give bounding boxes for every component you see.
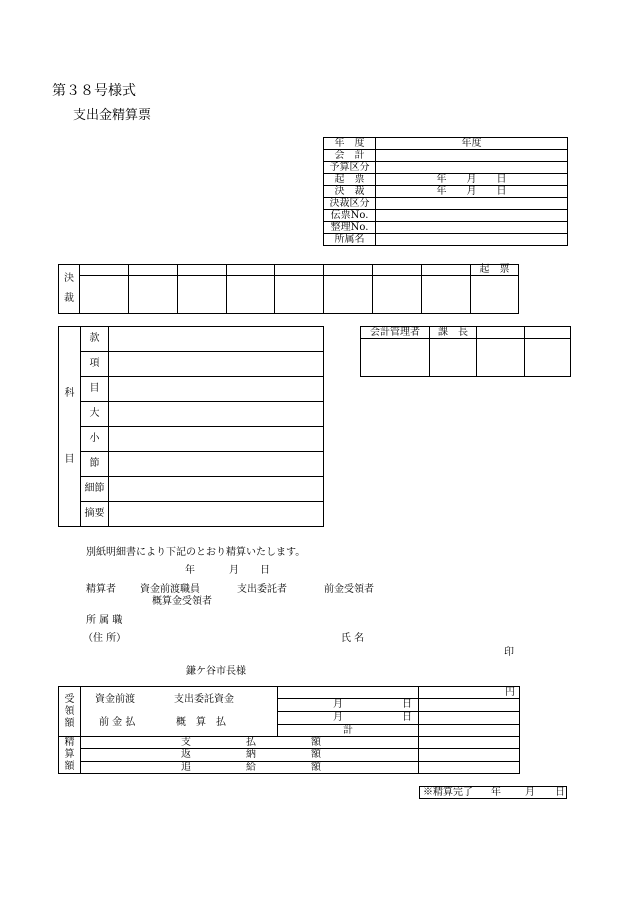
settlement-row-return: 返 納 額: [81, 749, 419, 762]
amount-cell[interactable]: [419, 712, 520, 725]
kihyo-label: 起 票: [470, 265, 518, 276]
info-label: 年 度: [324, 138, 376, 150]
info-value[interactable]: [376, 198, 568, 210]
info-label: 予算区分: [324, 162, 376, 174]
approval-cell[interactable]: [177, 276, 226, 314]
kamoku-row-value[interactable]: [109, 427, 324, 452]
info-label: 所属名: [324, 234, 376, 246]
info-label: 決裁区分: [324, 198, 376, 210]
seal-cell[interactable]: [361, 339, 430, 377]
info-label: 整理No.: [324, 222, 376, 234]
item-advance: 資金前渡: [95, 694, 135, 705]
info-value[interactable]: [376, 210, 568, 222]
info-label: 決 裁: [324, 186, 376, 198]
kamoku-row-label: 項: [81, 352, 109, 377]
received-side-label: 受 領 額: [59, 687, 81, 737]
settler-label: 精算者: [86, 584, 116, 595]
kamoku-row-value[interactable]: [109, 352, 324, 377]
settlement-row-payment: 支 払 額: [81, 737, 419, 749]
form-number: 第３８号様式: [52, 83, 136, 99]
approval-cell[interactable]: [324, 276, 373, 314]
received-date-row[interactable]: 月 日: [278, 699, 419, 712]
kamoku-row-value[interactable]: [109, 327, 324, 352]
approval-cell[interactable]: [79, 276, 128, 314]
kamoku-row-value[interactable]: [109, 377, 324, 402]
info-value[interactable]: 年 月 日: [376, 174, 568, 186]
amount-cell[interactable]: [419, 749, 520, 762]
settlement-row-additional: 追 給 額: [81, 762, 419, 774]
kamoku-row-label: 目: [81, 377, 109, 402]
kamoku-row-label: 節: [81, 452, 109, 477]
item-prepaid: 前 金 払: [99, 717, 136, 728]
name-label: 氏 名: [341, 633, 365, 644]
info-value[interactable]: 年度: [376, 138, 568, 150]
info-row: [324, 138, 568, 150]
seal-cell[interactable]: [525, 339, 571, 377]
seal-cell[interactable]: [477, 339, 525, 377]
completion-year: 年: [491, 787, 501, 798]
date-year: 年: [185, 565, 195, 576]
amount-table: [58, 686, 520, 774]
completion-month: 月: [525, 787, 535, 798]
approval-cell[interactable]: [422, 276, 471, 314]
kamoku-row-value[interactable]: [109, 402, 324, 427]
info-value[interactable]: [376, 150, 568, 162]
form-title: 支出金精算票: [73, 108, 152, 123]
date-day: 日: [260, 565, 270, 576]
info-row: [324, 198, 568, 210]
addressee: 鎌ケ谷市長様: [186, 666, 246, 677]
amount-cell[interactable]: [419, 725, 520, 737]
info-label: 会 計: [324, 150, 376, 162]
kamoku-row-value[interactable]: [109, 477, 324, 502]
settler-option-advance: 資金前渡職員: [140, 584, 200, 595]
approval-side-label: 決 裁: [59, 265, 80, 314]
yen-label: 円: [419, 687, 520, 699]
info-row: [324, 174, 568, 186]
info-row: [324, 210, 568, 222]
info-row: [324, 150, 568, 162]
completion-label: ※精算完了: [423, 787, 473, 798]
kamoku-row-value[interactable]: [109, 452, 324, 477]
info-row: [324, 186, 568, 198]
item-entrusted: 支出委託資金: [174, 694, 234, 705]
approval-cell[interactable]: [275, 276, 324, 314]
seal-cell[interactable]: [430, 339, 477, 377]
item-estimate: 概 算 払: [176, 717, 226, 728]
approval-cell[interactable]: [128, 276, 177, 314]
affiliation-label: 所 属 職: [86, 615, 123, 626]
accounting-table: [360, 326, 571, 377]
kamoku-side-label: 科 目: [59, 327, 81, 527]
approval-table: [58, 264, 519, 314]
completion-day: 日: [555, 787, 565, 798]
info-value[interactable]: [376, 222, 568, 234]
info-value[interactable]: [376, 162, 568, 174]
kamoku-row-label: 摘要: [81, 502, 109, 527]
approval-cell[interactable]: [226, 276, 275, 314]
date-month: 月: [229, 565, 239, 576]
info-label: 起 票: [324, 174, 376, 186]
approval-cell[interactable]: [470, 276, 518, 314]
completion-cell: [420, 787, 567, 799]
address-label: （住 所）: [83, 633, 127, 644]
kamoku-row-label: 大: [81, 402, 109, 427]
approval-cell[interactable]: [373, 276, 422, 314]
info-row: [324, 222, 568, 234]
info-row: [324, 234, 568, 246]
received-items: [81, 687, 278, 737]
accounting-manager-label: 会計管理者: [361, 327, 430, 339]
kamoku-table: [58, 326, 324, 527]
settler-option-entrusted: 支出委託者: [237, 584, 287, 595]
settler-option-estimate: 概算金受領者: [152, 596, 212, 607]
seal-mark: 印: [504, 647, 514, 658]
info-value[interactable]: [376, 234, 568, 246]
kamoku-row-value[interactable]: [109, 502, 324, 527]
amount-cell[interactable]: [419, 699, 520, 712]
received-date-row[interactable]: 月 日: [278, 712, 419, 725]
settler-option-prepaid: 前金受領者: [324, 584, 374, 595]
info-table: [323, 137, 568, 246]
total-label: 計: [278, 725, 419, 737]
amount-cell[interactable]: [419, 737, 520, 749]
kamoku-row-label: 細節: [81, 477, 109, 502]
kamoku-row-label: 小: [81, 427, 109, 452]
settlement-side-label: 精 算 額: [59, 737, 81, 774]
chief-label: 課 長: [430, 327, 477, 339]
kamoku-row-label: 款: [81, 327, 109, 352]
info-label: 伝票No.: [324, 210, 376, 222]
info-row: [324, 162, 568, 174]
info-value[interactable]: 年 月 日: [376, 186, 568, 198]
completion-box: [419, 786, 567, 799]
statement-text: 別紙明細書により下記のとおり精算いたします。: [86, 547, 306, 558]
amount-cell[interactable]: [419, 762, 520, 774]
